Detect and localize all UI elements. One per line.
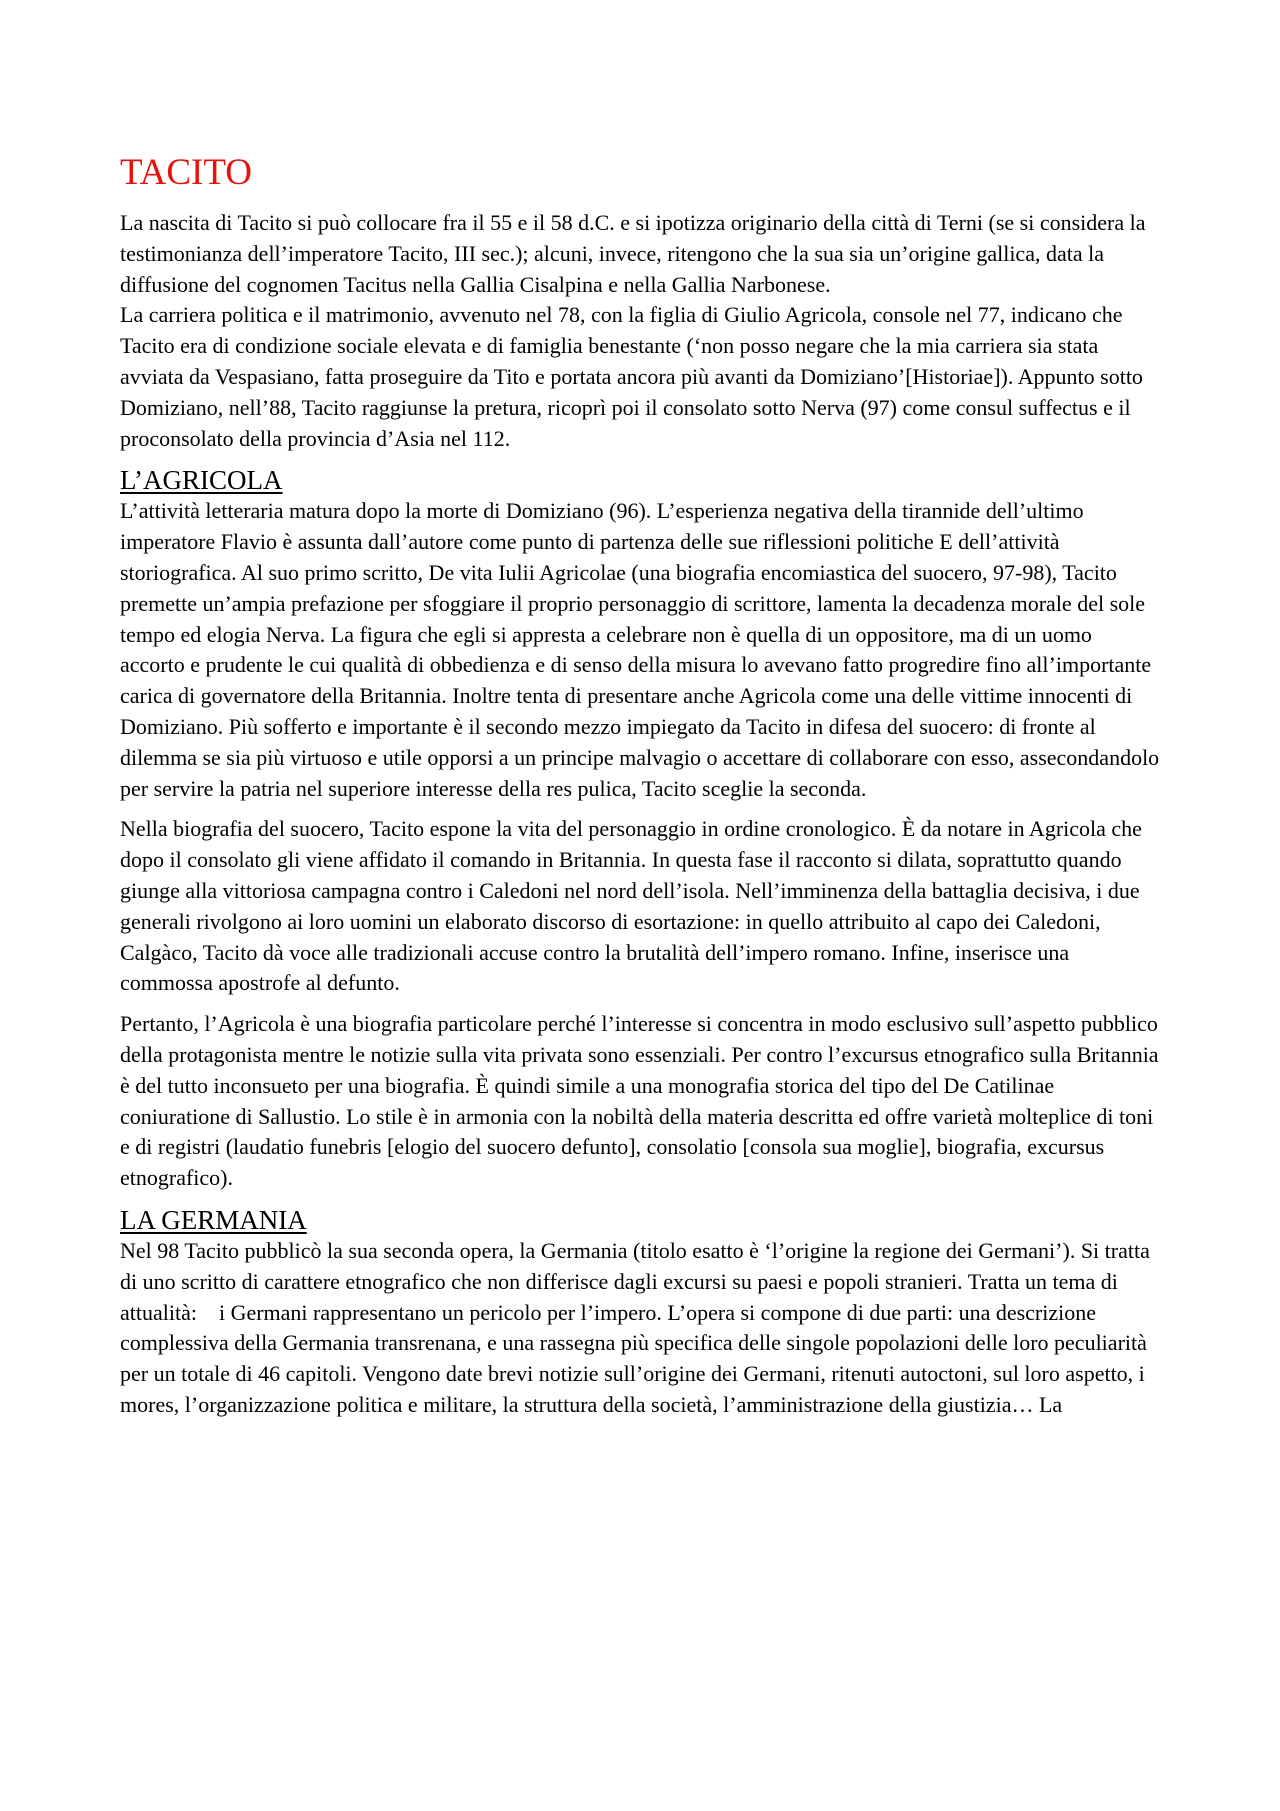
section-heading-germania: LA GERMANIA xyxy=(120,1204,307,1235)
agricola-paragraph-3: Pertanto, l’Agricola è una biografia particolare perché l’interesse si concentra in modo esclusivo sull’aspetto pubblico della protagonista mentre le notizie sulla vita privata sono essenziali. Per contro l’excursus etnografico sulla Britannia è del tutto inconsueto per una biografia. È quindi simile a una monografia storica del tipo del De Catilinae coniuratione di Sallustio. Lo stile è in armonia con la nobiltà della materia descritta ed offre varietà molteplice di toni e di registri (laudatio funebris [elogio del suocero defunto], consolatio [consola sua moglie], biografia, excursus etnografico). xyxy=(120,1011,1159,1191)
intro-paragraph-1: La nascita di Tacito si può collocare fra il 55 e il 58 d.C. e si ipotizza originario della città di Terni (se si considera la testimonianza dell’imperatore Tacito, III sec.); alcuni, invece, ritengono che la sua sia un’origine gallica, data la diffusione del cognomen Tacitus nella Gallia Cisalpina e nella Gallia Narbonese. xyxy=(120,210,1146,297)
agricola-paragraph-1: L’attività letteraria matura dopo la morte di Domiziano (96). L’esperienza negativa della tirannide dell’ultimo imperatore Flavio è assunta dall’autore come punto di partenza delle sue riflessioni politiche E dell’attività storiografica. Al suo primo scritto, De vita Iulii Agricolae (una biografia encomiastica del suocero, 97-98), Tacito premette un’ampia prefazione per sfoggiare il proprio personaggio di scrittore, lamenta la decadenza morale del sole tempo ed elogia Nerva. La figura che egli si appresta a celebrare non è quella di un oppositore, ma di un uomo accorto e prudente le cui qualità di obbedienza e di senso della misura lo avevano fatto progredire fino all’importante carica di governatore della Britannia. Inoltre tenta di presentare anche Agricola come una delle vittime innocenti di Domiziano. Più sofferto e importante è il secondo mezzo impiegato da Tacito in difesa del suocero: di fronte al dilemma se sia più virtuoso e utile opporsi a un principe malvagio o accettare di collaborare con esso, assecondandolo per servire la patria nel superiore interesse della res pulica, Tacito sceglie la seconda. xyxy=(120,498,1160,801)
agricola-paragraph-2: Nella biografia del suocero, Tacito espone la vita del personaggio in ordine cronologico. È da notare in Agricola che dopo il consolato gli viene affidato il comando in Britannia. In questa fase il racconto si dilata, soprattutto quando giunge alla vittoriosa campagna contro i Caledoni nel nord dell’isola. Nell’imminenza della battaglia decisiva, i due generali rivolgono ai loro uomini un elaborato discorso di esortazione: in quello attribuito al capo dei Caledoni, Calgàco, Tacito dà voce alle tradizionali accuse contro la brutalità dell’impero romano. Infine, inserisce una commossa apostrofe al defunto. xyxy=(120,816,1142,996)
intro-paragraph-2: La carriera politica e il matrimonio, avvenuto nel 78, con la figlia di Giulio Agricola, console nel 77, indicano che Tacito era di condizione sociale elevata e di famiglia benestante (‘non posso negare che la mia carriera sia stata avviata da Vespasiano, fatta proseguire da Tito e portata ancora più avanti da Domiziano’[Historiae]). Appunto sotto Domiziano, nell’88, Tacito raggiunse la pretura, ricoprì poi il consolato sotto Nerva (97) come consul suffectus e il proconsolato della provincia d’Asia nel 112. xyxy=(120,302,1143,451)
section-heading-agricola: L’AGRICOLA xyxy=(120,465,283,496)
document-page xyxy=(120,150,1160,1421)
germania-paragraph-1: Nel 98 Tacito pubblicò la sua seconda opera, la Germania (titolo esatto è ‘l’origine la regione dei Germani’). Si tratta di uno scritto di carattere etnografico che non differisce dagli excursi su paesi e popoli stranieri. Tratta un tema di attualità: i Germani rappresentano un pericolo per l’impero. L’opera si compone di due parti: una descrizione complessiva della Germania transrenana, e una rassegna più specifica delle singole popolazioni delle loro peculiarità per un totale di 46 capitoli. Vengono date brevi notizie sull’origine dei Germani, ritenuti autoctoni, sul loro aspetto, i mores, l’organizzazione politica e militare, la struttura della società, l’amministrazione della giustizia… La xyxy=(120,1237,1156,1417)
document-title: TACITO xyxy=(120,152,253,193)
